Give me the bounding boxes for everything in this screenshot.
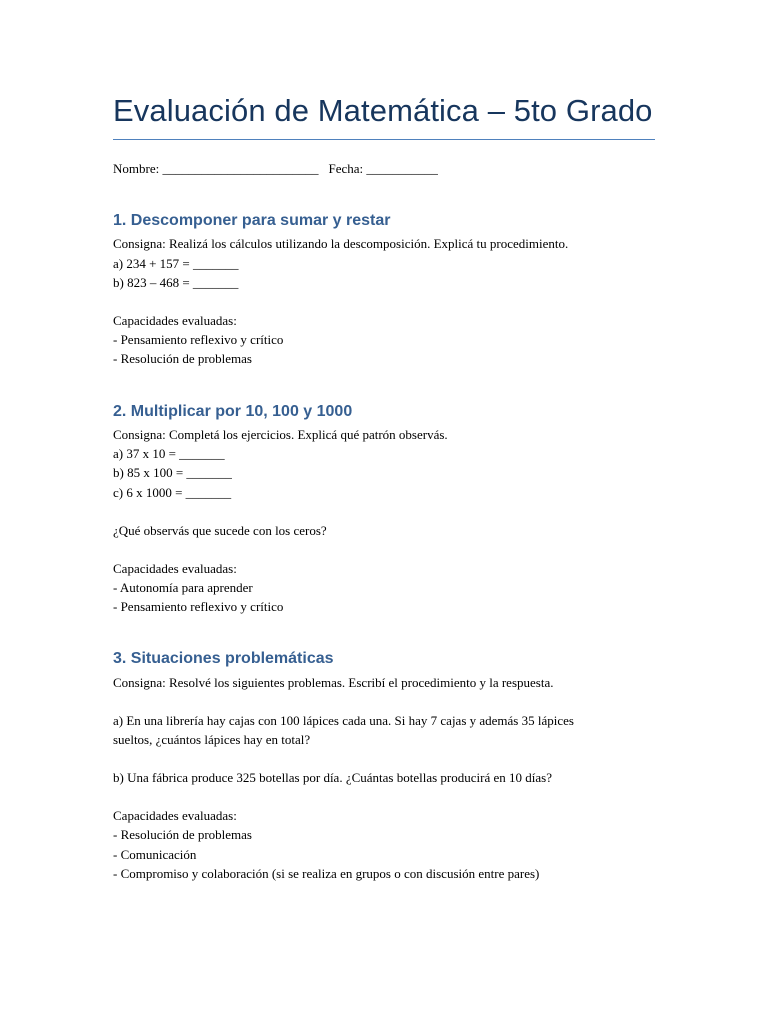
section-2-capacidad-1: - Autonomía para aprender — [113, 580, 253, 595]
section-2-capacidad-2: - Pensamiento reflexivo y crítico — [113, 599, 284, 614]
section-2-item-c: c) 6 x 1000 = _______ — [113, 485, 232, 500]
section-2-item-b: b) 85 x 100 = _______ — [113, 465, 232, 480]
section-3-capacidad-1: - Resolución de problemas — [113, 827, 252, 842]
section-1-consigna: Consigna: Realizá los cálculos utilizando la descomposición. Explicá tu procedimiento. — [113, 236, 569, 251]
section-3-problem-b: b) Una fábrica produce 325 botellas por día. ¿Cuántas botellas producirá en 10 días? — [113, 770, 552, 785]
section-1-capacidad-1: - Pensamiento reflexivo y crítico — [113, 332, 284, 347]
section-1-capacidad-2: - Resolución de problemas — [113, 351, 252, 366]
section-3-capacidad-3: - Compromiso y colaboración (si se realiza en grupos o con discusión entre pares) — [113, 866, 540, 881]
section-2-question: ¿Qué observás que sucede con los ceros? — [113, 523, 327, 538]
section-2-heading: 2. Multiplicar por 10, 100 y 1000 — [113, 403, 353, 420]
section-3-problem-a-line-1: a) En una librería hay cajas con 100 lápices cada una. Si hay 7 cajas y además 35 lápices — [113, 713, 574, 728]
fecha-field: Fecha: ___________ — [328, 161, 438, 176]
section-2-consigna: Consigna: Completá los ejercicios. Explicá qué patrón observás. — [113, 427, 448, 442]
section-1-capacidades-label: Capacidades evaluadas: — [113, 313, 237, 328]
section-3-capacidad-2: - Comunicación — [113, 847, 197, 862]
document-title: Evaluación de Matemática – 5to Grado — [113, 93, 653, 128]
section-3-problem-a-line-2: sueltos, ¿cuántos lápices hay en total? — [113, 732, 311, 747]
title-underline — [113, 139, 655, 140]
section-1-item-a: a) 234 + 157 = _______ — [113, 256, 239, 271]
section-1-heading: 1. Descomponer para sumar y restar — [113, 212, 391, 229]
section-3-heading: 3. Situaciones problemáticas — [113, 650, 334, 667]
nombre-field: Nombre: ________________________ — [113, 161, 319, 176]
section-1-item-b: b) 823 – 468 = _______ — [113, 275, 239, 290]
section-2-item-a: a) 37 x 10 = _______ — [113, 446, 225, 461]
section-2-capacidades-label: Capacidades evaluadas: — [113, 561, 237, 576]
section-3-capacidades-label: Capacidades evaluadas: — [113, 808, 237, 823]
student-fields — [113, 161, 438, 177]
section-3-consigna: Consigna: Resolvé los siguientes problemas. Escribí el procedimiento y la respuesta. — [113, 675, 554, 690]
